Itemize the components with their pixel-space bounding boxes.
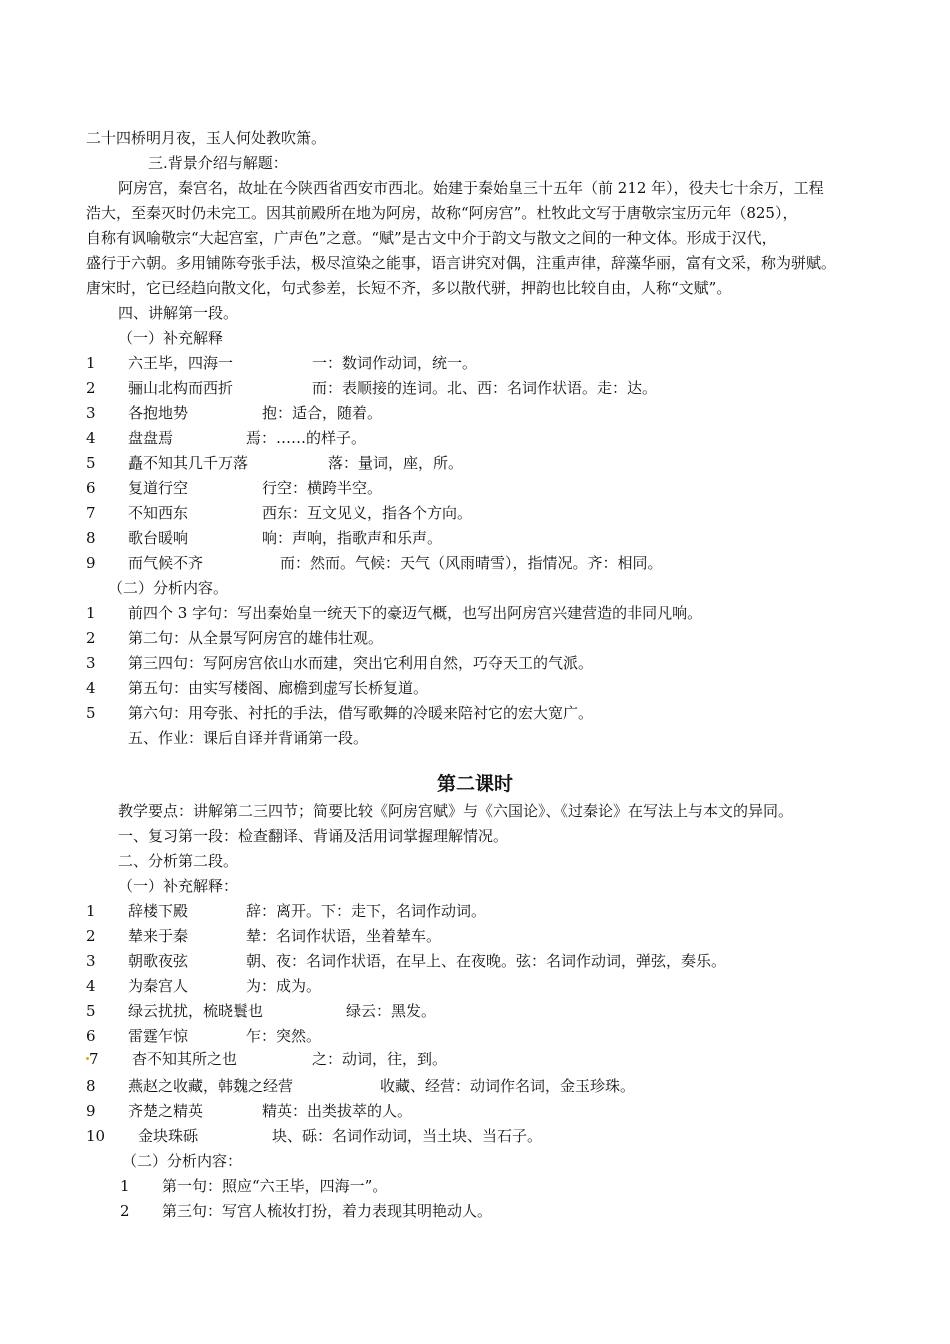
item-number: 10	[86, 1127, 106, 1145]
subheading-supplement: （一）补充解释	[118, 329, 224, 347]
paragraph-line: 盛行于六朝。多用铺陈夸张手法，极尽渲染之能事，语言讲究对偶，注重声律，辞藻华丽，富有文采，称为骈赋。	[86, 254, 837, 272]
item-phrase: 各抱地势	[128, 404, 189, 422]
item-explanation: 朝、夜：名词作状语，在早上、在夜晚。弦：名词作动词，弹弦，奏乐。	[246, 952, 727, 970]
item-explanation: 而：表顺接的连词。北、西：名词作状语。走：达。	[312, 379, 658, 397]
subheading-analysis-2: （二）分析内容：	[122, 1152, 243, 1170]
item-number: 1	[86, 604, 96, 622]
item-phrase: 而气候不齐	[128, 554, 204, 572]
section-heading-analysis-2: 二、分析第二段。	[118, 852, 239, 870]
item-explanation: 抱：适合，随着。	[262, 404, 383, 422]
item-phrase: 齐楚之精英	[128, 1102, 204, 1120]
item-number: 5	[86, 704, 96, 722]
item-explanation: 焉：……的样子。	[246, 429, 367, 447]
item-explanation: 绿云：黑发。	[346, 1002, 437, 1020]
item-phrase: 朝歌夜弦	[128, 952, 189, 970]
item-explanation: 行空：横跨半空。	[262, 479, 383, 497]
homework-line: 五、作业：课后自译并背诵第一段。	[128, 729, 369, 747]
teaching-focus: 教学要点：讲解第二三四节；简要比较《阿房宫赋》与《六国论》、《过秦论》在写法上与本文的异同。	[118, 802, 794, 820]
item-explanation: 西东：互文见义，指各个方向。	[262, 504, 473, 522]
section-heading-4: 四、讲解第一段。	[118, 304, 239, 322]
item-number: 7	[86, 504, 96, 522]
analysis-item: 第五句：由实写楼阁、廊檐到虚写长桥复道。	[128, 679, 429, 697]
item-explanation: 而：然而。气候：天气（风雨晴雪），指情况。齐：相同。	[280, 554, 663, 572]
item-number: 3	[86, 654, 96, 672]
analysis-item: 第三句：写宫人梳妆打扮，着力表现其明艳动人。	[162, 1202, 493, 1220]
item-number: 2	[86, 927, 96, 945]
item-explanation: 落：量词，座，所。	[328, 454, 464, 472]
item-number: 2	[120, 1202, 130, 1220]
item-phrase: 为秦宫人	[128, 977, 189, 995]
item-phrase: 矗不知其几千万落	[128, 454, 249, 472]
poem-line: 二十四桥明月夜，玉人何处教吹箫。	[86, 129, 327, 147]
paragraph-line: 阿房宫，秦宫名，故址在今陕西省西安市西北。始建于秦始皇三十五年（前 212 年），役夫七十余万，工程	[118, 179, 824, 197]
analysis-item: 第三四句：写阿房宫依山水而建，突出它利用自然，巧夺天工的气派。	[128, 654, 594, 672]
item-phrase: 不知西东	[128, 504, 189, 522]
review-line: 一、复习第一段：检查翻译、背诵及活用词掌握理解情况。	[118, 827, 509, 845]
item-explanation: 一：数词作动词，统一。	[312, 354, 478, 372]
item-phrase: 歌台暖响	[128, 529, 189, 547]
item-number: 2	[86, 629, 96, 647]
item-number: 9	[86, 554, 96, 572]
item-number: 8	[86, 529, 96, 547]
paragraph-line: 唐宋时，它已经趋向散文化，句式参差，长短不齐，多以散代骈，押韵也比较自由，人称“文赋”。	[86, 279, 732, 297]
item-phrase: 杳不知其所之也	[132, 1050, 238, 1068]
item-explanation: 块、砾：名词作动词，当土块、当石子。	[272, 1127, 543, 1145]
item-phrase: 金块珠砾	[138, 1127, 199, 1145]
item-explanation: 之：动词，往，到。	[312, 1050, 448, 1068]
item-number: 2	[86, 379, 96, 397]
item-explanation: 收藏、经营：动词作名词，金玉珍珠。	[380, 1077, 636, 1095]
item-number: 4	[86, 679, 96, 697]
item-phrase: 骊山北构而西折	[128, 379, 234, 397]
item-number: 1	[120, 1177, 130, 1195]
item-explanation: 精英：出类拔萃的人。	[262, 1102, 413, 1120]
item-number: 1	[86, 354, 96, 372]
item-phrase: 雷霆乍惊	[128, 1027, 189, 1045]
item-phrase: 燕赵之收藏，韩魏之经营	[128, 1077, 294, 1095]
item-number: 5	[86, 454, 96, 472]
section-heading-background: 三.背景介绍与解题：	[148, 154, 288, 172]
analysis-item: 第二句：从全景写阿房宫的雄伟壮观。	[128, 629, 384, 647]
item-explanation: 乍：突然。	[246, 1027, 322, 1045]
item-phrase: 辇来于秦	[128, 927, 189, 945]
analysis-item: 前四个 3 字句：写出秦始皇一统天下的豪迈气概，也写出阿房宫兴建营造的非同凡响。	[128, 604, 703, 622]
item-number: 6	[86, 479, 96, 497]
item-number: 7	[89, 1050, 99, 1068]
item-number: 3	[86, 404, 96, 422]
analysis-item: 第六句：用夸张、衬托的手法，借写歌舞的冷暖来陪衬它的宏大宽广。	[128, 704, 594, 722]
item-explanation: 辞：离开。下：走下，名词作动词。	[246, 902, 487, 920]
item-number: 1	[86, 902, 96, 920]
item-number: 4	[86, 977, 96, 995]
item-explanation: 响：声响，指歌声和乐声。	[262, 529, 443, 547]
item-phrase: 绿云扰扰，梳晓鬟也	[128, 1002, 264, 1020]
item-explanation: 辇：名词作状语，坐着辇车。	[246, 927, 442, 945]
subheading-analysis: （二）分析内容。	[108, 579, 229, 597]
item-number: 9	[86, 1102, 96, 1120]
item-phrase: 盘盘焉	[128, 429, 174, 447]
item-number: 5	[86, 1002, 96, 1020]
item-explanation: 为：成为。	[246, 977, 322, 995]
paragraph-line: 浩大，至秦灭时仍未完工。因其前殿所在地为阿房，故称“阿房宫”。杜牧此文写于唐敬宗宝历元年（825），	[86, 204, 798, 222]
item-phrase: 辞楼下殿	[128, 902, 189, 920]
subheading-supplement-2: （一）补充解释：	[118, 877, 239, 895]
item-number: 4	[86, 429, 96, 447]
item-phrase: 复道行空	[128, 479, 189, 497]
paragraph-line: 自称有讽喻敬宗“大起宫室，广声色”之意。“赋”是古文中介于韵文与散文之间的一种文体。形成于汉代，	[86, 229, 777, 247]
item-number: 3	[86, 952, 96, 970]
lesson-two-title: 第二课时	[436, 773, 513, 795]
item-number: 8	[86, 1077, 96, 1095]
item-phrase: 六王毕，四海一	[128, 354, 234, 372]
item-number: 6	[86, 1027, 96, 1045]
analysis-item: 第一句：照应“六王毕，四海一”。	[162, 1177, 388, 1195]
